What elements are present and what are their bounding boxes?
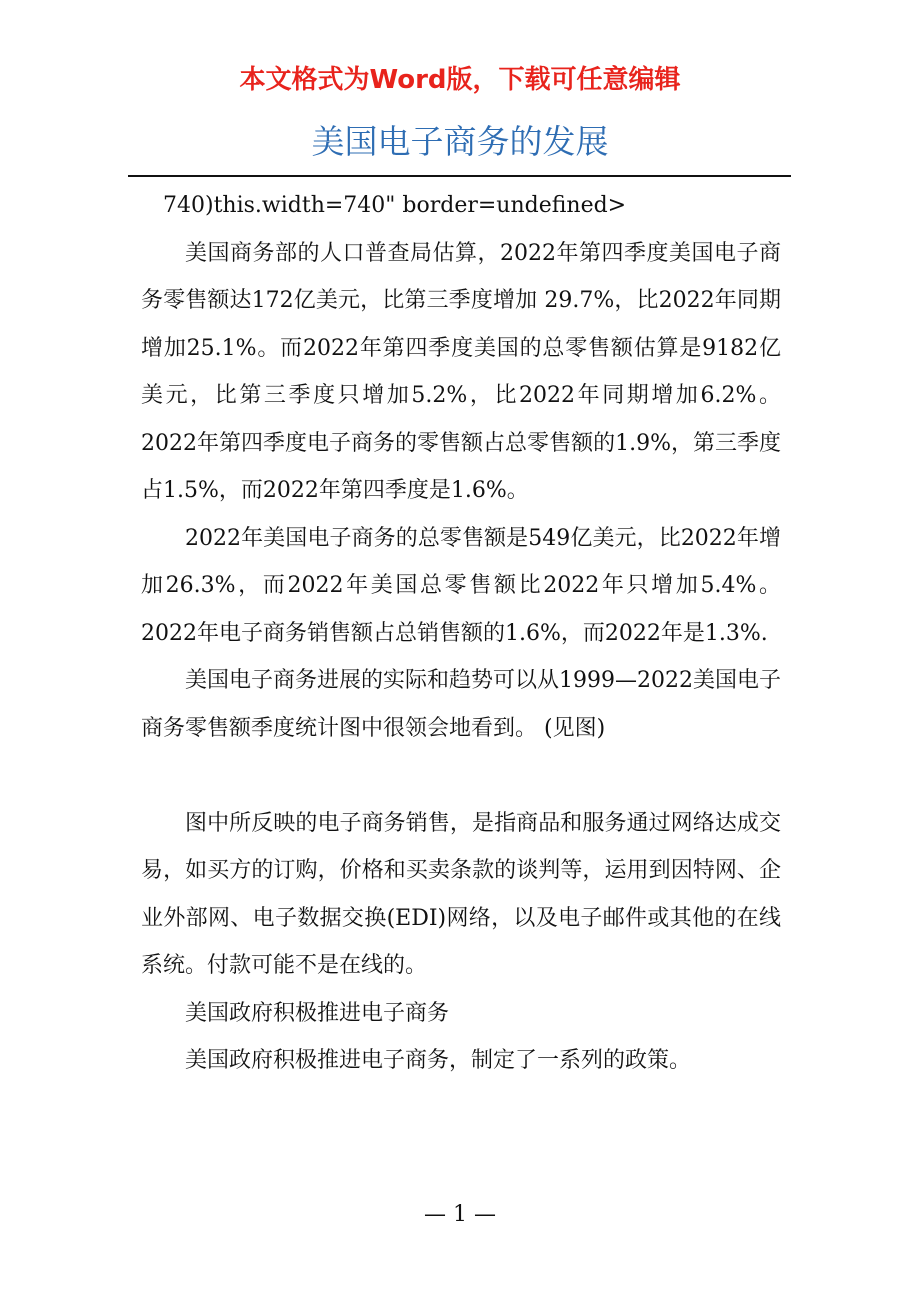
html-remnant-line: 740)this.width=740" border=undefined> (163, 193, 627, 218)
paragraph-annual-sales: 2022年美国电子商务的总零售额是549亿美元，比2022年增加26.3%，而2022年美国总零售额比2022年只增加5.4%。2022年电子商务销售额占总销售额的1.6%，而2022年是1.3%. (141, 525, 781, 646)
document-title: 美国电子商务的发展 (311, 122, 609, 161)
download-banner: 本文格式为Word版，下载可任意编辑 (239, 65, 681, 95)
paragraph-definition: 图中所反映的电子商务销售，是指商品和服务通过网络达成交易，如买方的订购，价格和买卖条款的谈判等，运用到因特网、企业外部网、电子数据交换(EDI)网络，以及电子邮件或其他的在线系统。付款可能不是在线的。 (141, 810, 781, 978)
paragraph-q4-sales: 美国商务部的人口普查局估算，2022年第四季度美国电子商务零售额达172亿美元，比第三季度增加 29.7%，比2022年同期增加25.1%。而2022年第四季度美国的总零售额估算是9182亿美元，比第三季度只增加5.2%，比2022年同期增加6.2%。2022年第四季度电子商务的零售额占总零售额的1.9%，第三季度占1.5%，而2022年第四季度是1.6%。 (141, 240, 781, 503)
page-number: — 1 — (424, 1202, 496, 1227)
paragraph-government: 美国政府积极推进电子商务，制定了一系列的政策。 (185, 1048, 692, 1073)
section-heading-government: 美国政府积极推进电子商务 (185, 1000, 450, 1026)
paragraph-trend: 美国电子商务进展的实际和趋势可以从1999—2022美国电子商务零售额季度统计图中很领会地看到。 (见图) (141, 668, 781, 741)
title-divider (128, 175, 791, 177)
document-body (141, 182, 781, 1085)
figure-placeholder (141, 752, 781, 800)
